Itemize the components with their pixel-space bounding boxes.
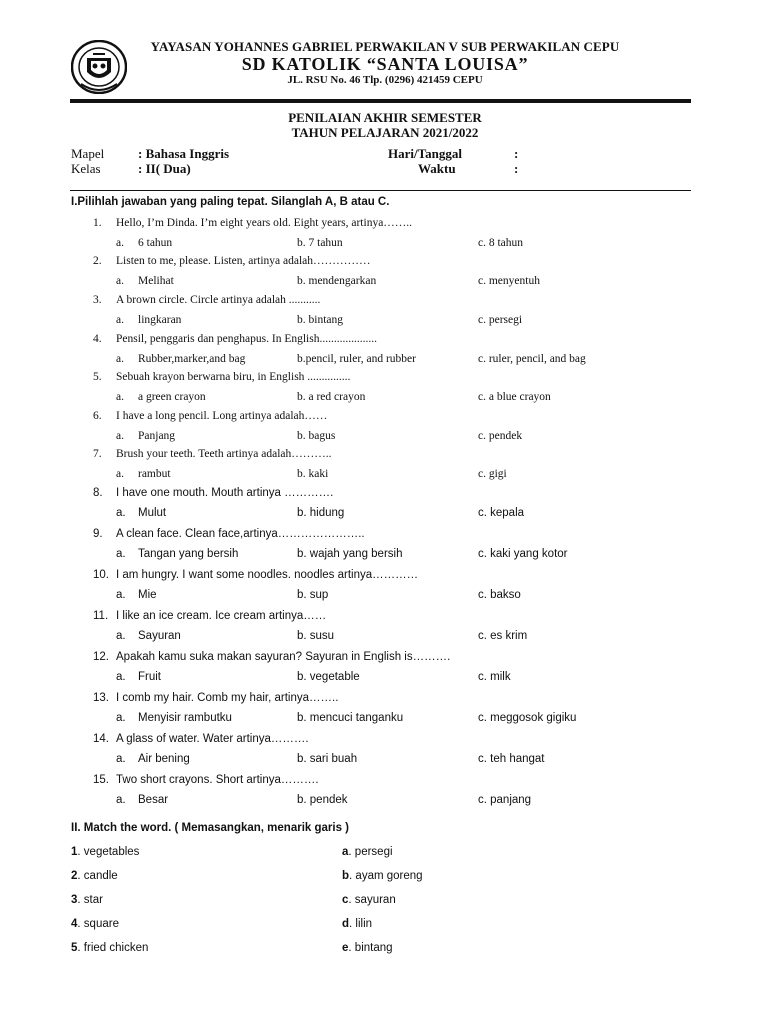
question-number: 12.: [93, 651, 109, 663]
question-number: 15.: [93, 774, 109, 786]
match-left-number: 5: [71, 942, 78, 954]
option-a[interactable]: [116, 314, 181, 326]
option-c[interactable]: c. gigi: [478, 468, 507, 480]
option-a-text: Fruit: [138, 671, 161, 683]
option-a-letter: a.: [116, 507, 126, 519]
option-a-letter: a.: [116, 353, 124, 365]
question: [93, 692, 338, 704]
question: [93, 569, 418, 581]
option-a[interactable]: [116, 712, 232, 724]
option-b[interactable]: b. a red crayon: [297, 391, 366, 403]
option-c[interactable]: c. es krim: [478, 630, 528, 642]
match-left-number: 2: [71, 870, 78, 882]
option-b[interactable]: b. hidung: [297, 507, 345, 519]
option-a[interactable]: [116, 237, 172, 249]
question: [93, 294, 320, 306]
option-a-text: Mulut: [138, 507, 167, 519]
option-a-letter: a.: [116, 671, 126, 683]
option-b[interactable]: b. bintang: [297, 314, 343, 326]
option-a[interactable]: [116, 430, 175, 442]
header-divider: [70, 99, 691, 103]
question-number: 1.: [93, 217, 102, 229]
option-c[interactable]: c. bakso: [478, 589, 521, 601]
option-c[interactable]: c. menyentuh: [478, 275, 540, 287]
question: [93, 610, 326, 622]
section2-heading: II. Match the word. ( Memasangkan, menarik garis ): [71, 822, 349, 834]
waktu-value: :: [514, 161, 519, 176]
match-right-text: . bintang: [348, 942, 393, 954]
match-left-item[interactable]: [71, 894, 103, 906]
option-b[interactable]: b. sup: [297, 589, 329, 601]
option-b[interactable]: b. kaki: [297, 468, 329, 480]
match-left-text: . square: [77, 918, 119, 930]
option-a-letter: a.: [116, 548, 126, 560]
school-address: JL. RSU No. 46 Tlp. (0296) 421459 CEPU: [287, 74, 483, 86]
match-left-text: . star: [77, 894, 103, 906]
foundation-name: YAYASAN YOHANNES GABRIEL PERWAKILAN V SUB PERWAKILAN CEPU: [150, 39, 620, 54]
option-b[interactable]: b. susu: [297, 630, 335, 642]
match-right-letter: b: [342, 870, 350, 882]
question-text: I am hungry. I want some noodles. noodles artinya…………: [116, 569, 419, 581]
match-right-letter: a: [342, 846, 349, 858]
option-b[interactable]: b. 7 tahun: [297, 237, 343, 249]
match-left-number: 3: [71, 894, 78, 906]
option-c[interactable]: c. 8 tahun: [478, 237, 524, 249]
question: [93, 333, 377, 345]
option-a-text: Tangan yang bersih: [138, 548, 239, 560]
option-a-letter: a.: [116, 468, 124, 480]
option-a-text: Besar: [138, 794, 169, 806]
kelas-label: Kelas: [71, 161, 101, 176]
hari-value: :: [514, 146, 519, 161]
option-a-text: Air bening: [138, 753, 190, 765]
option-a[interactable]: [116, 507, 166, 519]
match-left-number: 4: [71, 918, 78, 930]
option-c[interactable]: c. persegi: [478, 314, 523, 326]
option-c[interactable]: c. meggosok gigiku: [478, 712, 577, 724]
option-a[interactable]: [116, 589, 157, 601]
option-c[interactable]: c. panjang: [478, 794, 532, 806]
option-a-text: lingkaran: [138, 314, 182, 326]
question: [93, 651, 450, 663]
section1-heading: I.Pilihlah jawaban yang paling tepat. Silanglah A, B atau C.: [71, 196, 390, 208]
hari-label: Hari/Tanggal: [388, 146, 462, 161]
option-a-letter: a.: [116, 794, 126, 806]
question-number: 5.: [93, 371, 102, 383]
option-c[interactable]: c. teh hangat: [478, 753, 545, 765]
option-b[interactable]: b. bagus: [297, 430, 336, 442]
question-text: I comb my hair. Comb my hair, artinya……..: [116, 692, 339, 704]
option-c[interactable]: c. kepala: [478, 507, 525, 519]
option-b[interactable]: b. mencuci tanganku: [297, 712, 404, 724]
question: [93, 733, 309, 745]
kelas-value: : II( Dua): [138, 161, 191, 176]
question: [93, 528, 365, 540]
match-left-number: 1: [71, 846, 78, 858]
option-a[interactable]: [116, 391, 206, 403]
question-number: 7.: [93, 448, 102, 460]
question: [93, 255, 371, 267]
question-number: 8.: [93, 487, 103, 499]
option-a-letter: a.: [116, 391, 124, 403]
option-a-text: Melihat: [138, 275, 174, 287]
option-a[interactable]: [116, 548, 238, 560]
option-a-text: rambut: [138, 468, 171, 480]
match-left-text: . candle: [77, 870, 118, 882]
info-divider: [70, 190, 691, 191]
question-text: Hello, I’m Dinda. I’m eight years old. Eight years, artinya……..: [116, 217, 413, 229]
question: [93, 410, 327, 422]
question-text: Pensil, penggaris dan penghapus. In English....................: [116, 333, 377, 345]
option-a[interactable]: [116, 630, 181, 642]
question-text: I have a long pencil. Long artinya adalah……: [116, 410, 328, 422]
question-number: 6.: [93, 410, 102, 422]
school-name: SD KATOLIK “SANTA LOUISA”: [241, 54, 529, 74]
match-right-letter: d: [342, 918, 350, 930]
question: [93, 371, 350, 383]
question-text: Listen to me, please. Listen, artinya adalah……………: [116, 255, 371, 267]
option-a[interactable]: [116, 753, 190, 765]
option-a-letter: a.: [116, 314, 124, 326]
match-right-item[interactable]: [342, 918, 372, 930]
question: [93, 217, 412, 229]
question: [93, 448, 332, 460]
question-number: 2.: [93, 255, 102, 267]
match-left-item[interactable]: [71, 918, 119, 930]
question-text: Sebuah krayon berwarna biru, in English ...............: [116, 371, 351, 383]
match-right-item[interactable]: [342, 846, 393, 858]
option-b[interactable]: b. pendek: [297, 794, 348, 806]
option-b[interactable]: b. sari buah: [297, 753, 358, 765]
option-a-letter: a.: [116, 753, 126, 765]
option-a[interactable]: [116, 671, 161, 683]
option-a-text: Rubber,marker,and bag: [138, 353, 246, 365]
match-right-item[interactable]: [342, 870, 423, 882]
match-left-text: . fried chicken: [77, 942, 149, 954]
question: [93, 487, 333, 499]
option-a-letter: a.: [116, 430, 124, 442]
match-right-item[interactable]: [342, 894, 396, 906]
match-left-item[interactable]: [71, 870, 118, 882]
match-right-text: . sayuran: [348, 894, 396, 906]
option-a-text: Mie: [138, 589, 157, 601]
question-text: Two short crayons. Short artinya……….: [116, 774, 319, 786]
question-number: 13.: [93, 692, 109, 704]
question-number: 4.: [93, 333, 102, 345]
option-a[interactable]: [116, 353, 245, 365]
waktu-label: Waktu: [418, 161, 456, 176]
school-logo: [71, 40, 127, 94]
option-a-text: Sayuran: [138, 630, 181, 642]
option-c[interactable]: c. ruler, pencil, and bag: [478, 353, 586, 365]
question: [93, 774, 319, 786]
question-number: 14.: [93, 733, 109, 745]
option-b[interactable]: b. mendengarkan: [297, 275, 377, 287]
question-text: A brown circle. Circle artinya adalah ...........: [116, 294, 321, 306]
question-number: 3.: [93, 294, 102, 306]
match-left-text: . vegetables: [77, 846, 140, 858]
question-text: A clean face. Clean face,artinya…………………..: [116, 528, 365, 540]
mapel-value: : Bahasa Inggris: [138, 146, 230, 161]
option-a[interactable]: [116, 468, 171, 480]
match-right-text: . lilin: [349, 918, 373, 930]
option-a[interactable]: [116, 794, 168, 806]
match-right-text: . ayam goreng: [349, 870, 423, 882]
option-a-letter: a.: [116, 275, 124, 287]
option-a-letter: a.: [116, 589, 126, 601]
match-right-item[interactable]: [342, 942, 393, 954]
question-text: Brush your teeth. Teeth artinya adalah………..: [116, 448, 332, 460]
option-a[interactable]: [116, 275, 174, 287]
mapel-label: Mapel: [71, 146, 105, 161]
option-b[interactable]: b.pencil, ruler, and rubber: [297, 353, 416, 365]
option-a-letter: a.: [116, 630, 126, 642]
option-c[interactable]: c. milk: [478, 671, 511, 683]
option-b[interactable]: b. vegetable: [297, 671, 360, 683]
option-c[interactable]: c. pendek: [478, 430, 523, 442]
match-right-letter: e: [342, 942, 349, 954]
exam-title: PENILAIAN AKHIR SEMESTER: [288, 110, 482, 125]
option-a-text: Panjang: [138, 430, 176, 442]
option-b[interactable]: b. wajah yang bersih: [297, 548, 403, 560]
question-number: 9.: [93, 528, 103, 540]
option-c[interactable]: c. kaki yang kotor: [478, 548, 568, 560]
option-a-text: Menyisir rambutku: [138, 712, 232, 724]
question-text: I like an ice cream. Ice cream artinya……: [116, 610, 327, 622]
option-a-letter: a.: [116, 712, 126, 724]
match-right-letter: c: [342, 894, 349, 906]
option-a-text: a green crayon: [138, 391, 206, 403]
exam-year: TAHUN PELAJARAN 2021/2022: [291, 125, 479, 140]
match-left-item[interactable]: [71, 846, 139, 858]
match-left-item[interactable]: [71, 942, 148, 954]
match-right-text: . persegi: [348, 846, 393, 858]
question-text: A glass of water. Water artinya……….: [116, 733, 309, 745]
option-a-letter: a.: [116, 237, 124, 249]
question-number: 11.: [93, 610, 109, 622]
option-c[interactable]: c. a blue crayon: [478, 391, 551, 403]
question-number: 10.: [93, 569, 109, 581]
option-a-text: 6 tahun: [138, 237, 173, 249]
question-text: I have one mouth. Mouth artinya ………….: [116, 487, 334, 499]
question-text: Apakah kamu suka makan sayuran? Sayuran in English is……….: [116, 651, 451, 663]
